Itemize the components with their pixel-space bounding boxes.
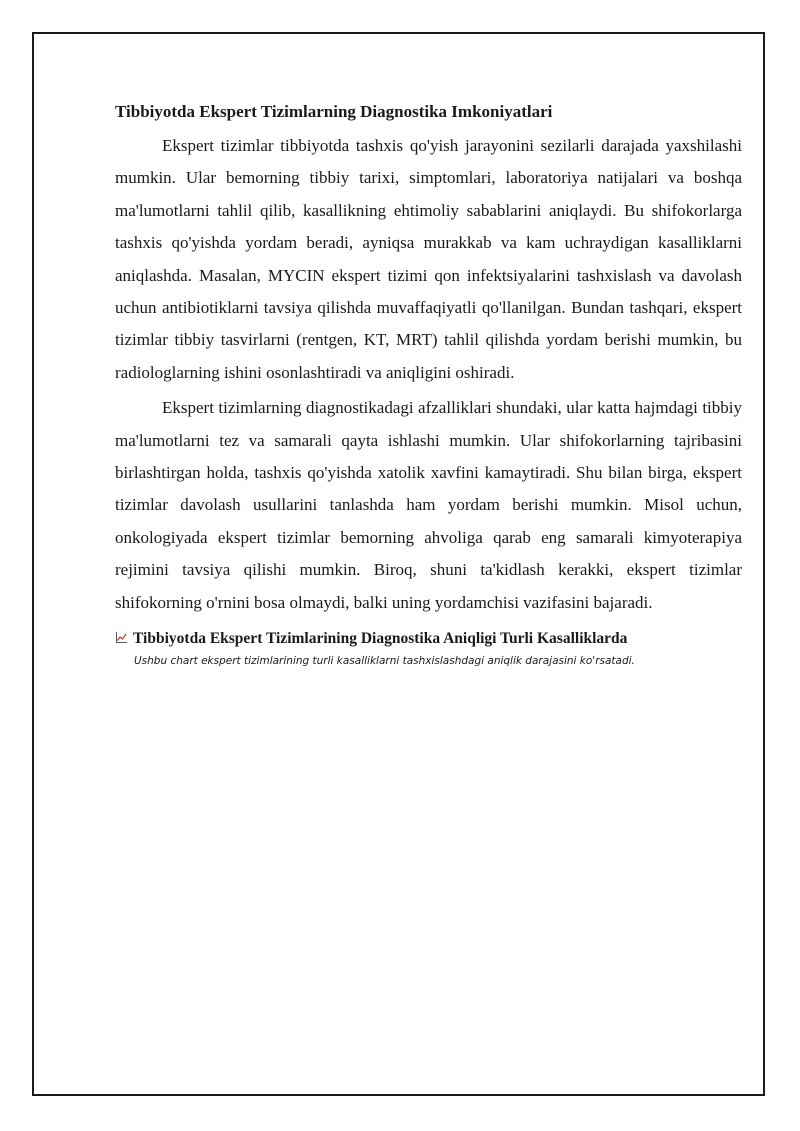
paragraph-1: Ekspert tizimlar tibbiyotda tashxis qo'yish jarayonini sezilarli darajada yaxshilashi mumkin. Ular bemorning tibbiy tarixi, simptomlari, laboratoriya natijalari va boshqa ma'lumotlarni tahlil qilib, kasallikning ehtimoliy sabablarini aniqlaydi. Bu shifokorlarga tashxis qo'yishda yordam beradi, ayniqsa murakkab va kam uchraydigan kasalliklarni aniqlashda. Masalan, MYCIN ekspert tizimi qon infektsiyalarini tashxislash va davolash uchun antibiotiklarni tavsiya qilishda muvaffaqiyatli qo'llanilgan. Bundan tashqari, ekspert tizimlar tibbiy tasvirlarni (rentgen, KT, MRT) tahlil qilishda yordam berishi mumkin, bu radiologlarning ishini osonlashtiradi va aniqligini oshiradi. xyxy=(115,136,742,382)
document-body xyxy=(115,98,742,670)
line-chart-icon xyxy=(115,627,128,640)
chart-heading xyxy=(115,626,742,652)
chart-heading-text: Tibbiyotda Ekspert Tizimlarining Diagnostika Aniqligi Turli Kasalliklarda xyxy=(133,630,628,648)
document-title: Tibbiyotda Ekspert Tizimlarning Diagnostika Imkoniyatlari xyxy=(115,102,553,121)
chart-caption: Ushbu chart ekspert tizimlarining turli kasalliklarni tashxislashdagi aniqlik darajasini ko'rsatadi. xyxy=(134,655,635,668)
paragraph-2: Ekspert tizimlarning diagnostikadagi afzalliklari shundaki, ular katta hajmdagi tibbiy ma'lumotlarni tez va samarali qayta ishlashi mumkin. Ular shifokorlarning tajribasini birlashtirgan holda, tashxis qo'yishda xatolik xavfini kamaytiradi. Shu bilan birga, ekspert tizimlar davolash usullarini tanlashda ham yordam berishi mumkin. Misol uchun, onkologiyada ekspert tizimlar bemorning ahvoliga qarab eng samarali kimyoterapiya rejimini tavsiya qilishi mumkin. Biroq, shuni ta'kidlash kerakki, ekspert tizimlar shifokorning o'rnini bosa olmaydi, balki uning yordamchisi vazifasini bajaradi. xyxy=(115,398,742,612)
